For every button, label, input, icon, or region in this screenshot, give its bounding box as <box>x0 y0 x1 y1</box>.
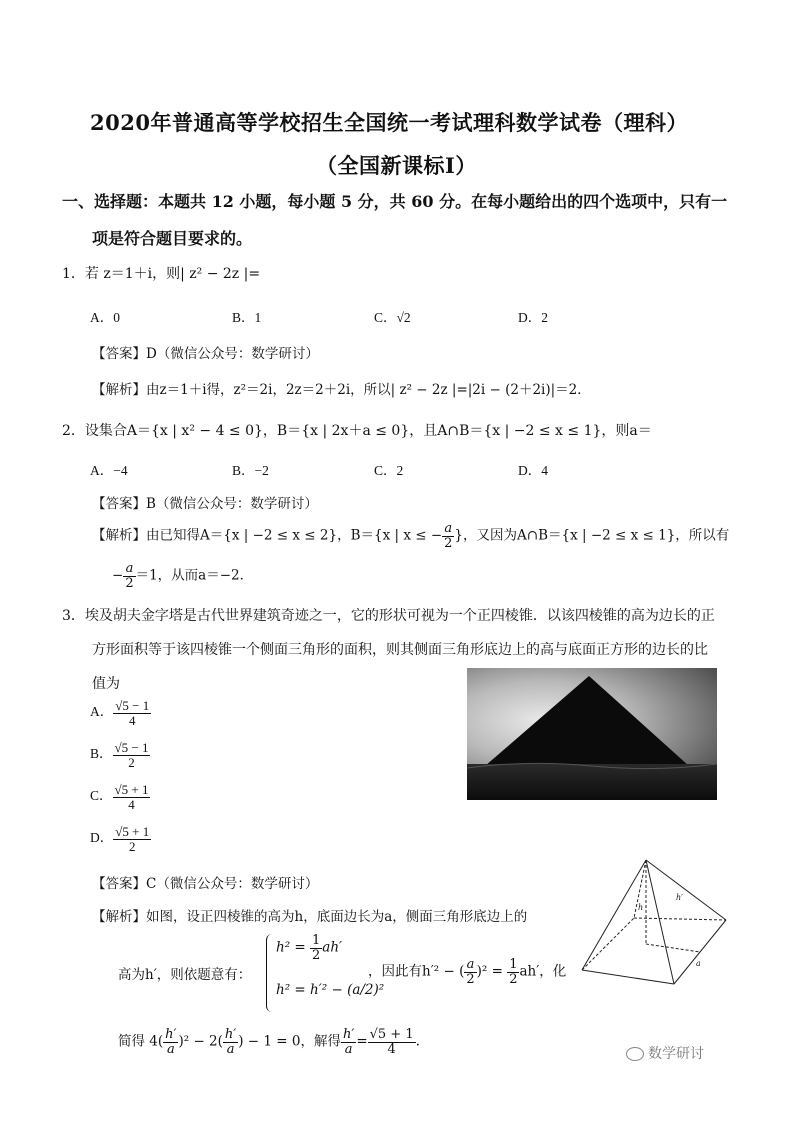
q3-analysis-line2: 高为h′，则依题意有： <box>118 967 252 983</box>
fraction-numerator: √5 − 1 <box>114 740 149 755</box>
equation-brace <box>266 934 275 1012</box>
text-segment: )² − 2( <box>178 1033 223 1050</box>
q3-option-b-fraction <box>113 741 151 769</box>
fraction-numerator: √5 + 1 <box>369 1027 414 1042</box>
q2-analysis-line2 <box>112 562 253 590</box>
q3-option-c-fraction <box>113 783 151 811</box>
question-3-line2: 方形面积等于该四棱锥一个侧面三角形的面积，则其侧面三角形底边上的高与底面正方形的边长的比 <box>92 642 708 658</box>
q1-option-b: B．1 <box>232 310 262 325</box>
page-title: 2020年普通高等学校招生全国统一考试理科数学试卷（理科） <box>90 110 688 135</box>
q2-option-b: B．−2 <box>232 463 269 478</box>
watermark-text: 数学研讨 <box>648 1046 704 1062</box>
q3-option-a-fraction <box>113 699 151 727</box>
q3-option-c <box>90 783 150 811</box>
option-label: D． <box>90 830 114 846</box>
question-3-line3: 值为 <box>92 676 120 692</box>
fraction-denominator: a <box>226 1041 235 1057</box>
q2-analysis-text-a: 【解析】由已知得A＝{x | −2 ≤ x ≤ 2}，B＝{x | x ≤ − <box>92 527 443 544</box>
q3-analysis-line1: 【解析】如图，设正四棱锥的高为h，底面边长为a，侧面三角形底边上的 <box>92 909 528 925</box>
q3-analysis-line3: 简得 4( $\frac{h'}{a}$ )² − 2( $\frac{h'}{a}$ ) − 1 = 0，解得 $\frac{h'}{a}$ = $\frac{√5 + 1}{4}$ . <box>118 1027 420 1057</box>
minus-sign: − <box>112 567 124 584</box>
fraction-denominator: a <box>344 1041 353 1057</box>
wechat-icon <box>626 1047 644 1061</box>
q2-analysis-line1 <box>92 522 729 550</box>
fraction-a-over-2 <box>464 958 476 986</box>
page-subtitle: （全国新课标Ⅰ） <box>316 153 477 178</box>
text-segment: ，因此有h′² − ( <box>368 963 465 980</box>
q2-fraction-a-over-2-second <box>123 562 135 590</box>
q2-answer: 【答案】B（微信公众号：数学研讨） <box>92 496 318 512</box>
text-segment: ) − 1 = 0，解得 <box>238 1033 341 1050</box>
fraction-denominator: 2 <box>128 838 136 854</box>
fraction-h-prime-over-a-2 <box>223 1028 238 1056</box>
text-segment: )² = <box>476 963 508 980</box>
label-h-prime: h′ <box>676 893 683 902</box>
question-3-line1: 3．埃及胡夫金字塔是古代世界建筑奇迹之一，它的形状可视为一个正四棱锥．以该四棱锥的高为边长的正 <box>62 608 715 624</box>
q2-analysis-conclusion: ＝1，从而a＝−2． <box>135 567 254 584</box>
section-heading-line2: 项是符合题目要求的。 <box>92 229 253 248</box>
equation-2: h² = h′² − (a/2)² <box>276 982 385 998</box>
q3-answer: 【答案】C（微信公众号：数学研讨） <box>92 876 319 892</box>
fraction-numerator: 1 <box>509 957 518 972</box>
q1-option-c: C．√2 <box>374 310 411 325</box>
fraction-numerator: 1 <box>312 933 321 948</box>
label-h: h <box>638 903 644 912</box>
q1-option-a: A．0 <box>90 310 120 325</box>
q2-analysis-text-b: }，又因为A∩B＝{x | −2 ≤ x ≤ 1}，所以有 <box>454 527 730 544</box>
question-2-stem: 2．设集合A＝{x | x² − 4 ≤ 0}，B＝{x | 2x＋a ≤ 0}，且A∩B＝{x | −2 ≤ x ≤ 1}，则a＝ <box>62 423 652 439</box>
label-a: a <box>696 959 701 968</box>
section-heading-line1: 一、选择题：本题共 12 小题，每小题 5 分，共 60 分。在每小题给出的四个选项中，只有一 <box>62 192 728 211</box>
q2-option-d: D．4 <box>518 463 548 478</box>
fraction-numerator: √5 + 1 <box>114 782 149 797</box>
eq1-lhs: h² = <box>276 939 311 956</box>
q1-option-d: D．2 <box>518 310 548 325</box>
q1-analysis: 【解析】由z＝1＋i得，z²＝2i，2z＝2＋2i，所以| z² − 2z |=|2i − (2＋2i)|＝2． <box>92 382 591 398</box>
q3-option-d-fraction <box>113 825 151 853</box>
fraction-numerator: h′ <box>342 1027 355 1042</box>
option-label: C． <box>90 788 113 804</box>
fraction-denominator: 2 <box>444 535 453 551</box>
pyramid-diagram <box>578 858 730 988</box>
q2-option-c: C．2 <box>374 463 404 478</box>
option-label: A． <box>90 704 114 720</box>
q2-option-a: A．−4 <box>90 463 128 478</box>
fraction-numerator: a <box>123 562 135 577</box>
eq1-fraction <box>310 934 322 962</box>
fraction-h-prime-over-a <box>163 1028 178 1056</box>
q3-option-a <box>90 699 151 727</box>
fraction-denominator: 4 <box>128 796 135 812</box>
q2-fraction-a-over-2 <box>442 522 454 550</box>
equation-1 <box>276 934 342 962</box>
question-1-stem: 1．若 z＝1＋i，则| z² − 2z |= <box>62 266 261 282</box>
text-segment: 简得 4( <box>118 1033 164 1050</box>
fraction-denominator: 2 <box>125 575 134 591</box>
fraction-numerator: h′ <box>165 1027 177 1042</box>
fraction-numerator: a <box>442 522 454 537</box>
q1-answer: 【答案】D（微信公众号：数学研讨） <box>92 346 319 362</box>
q3-option-d <box>90 825 151 853</box>
fraction-denominator: 2 <box>128 754 135 770</box>
fraction-result <box>368 1028 416 1056</box>
fraction-numerator: h′ <box>224 1027 237 1042</box>
text-segment: ah′，化 <box>519 963 567 980</box>
fraction-denominator: 2 <box>312 947 321 963</box>
text-segment: = <box>356 1033 368 1050</box>
fraction-numerator: √5 − 1 <box>115 698 150 713</box>
fraction-denominator: 2 <box>466 971 475 987</box>
watermark <box>626 1043 704 1063</box>
fraction-numerator: √5 + 1 <box>115 824 150 839</box>
option-label: B． <box>90 746 113 762</box>
fraction-denominator: 2 <box>509 971 518 987</box>
fraction-h-prime-over-a-3 <box>341 1028 356 1056</box>
pyramid-photo <box>467 668 717 800</box>
q3-option-b <box>90 741 150 769</box>
eq1-rhs: ah′ <box>322 939 343 956</box>
fraction-denominator: a <box>166 1041 175 1057</box>
fraction-denominator: 4 <box>387 1041 396 1057</box>
fraction-denominator: 4 <box>128 712 136 728</box>
fraction-numerator: a <box>464 958 476 973</box>
q3-analysis-continued <box>368 958 566 986</box>
fraction-one-half <box>507 958 519 986</box>
